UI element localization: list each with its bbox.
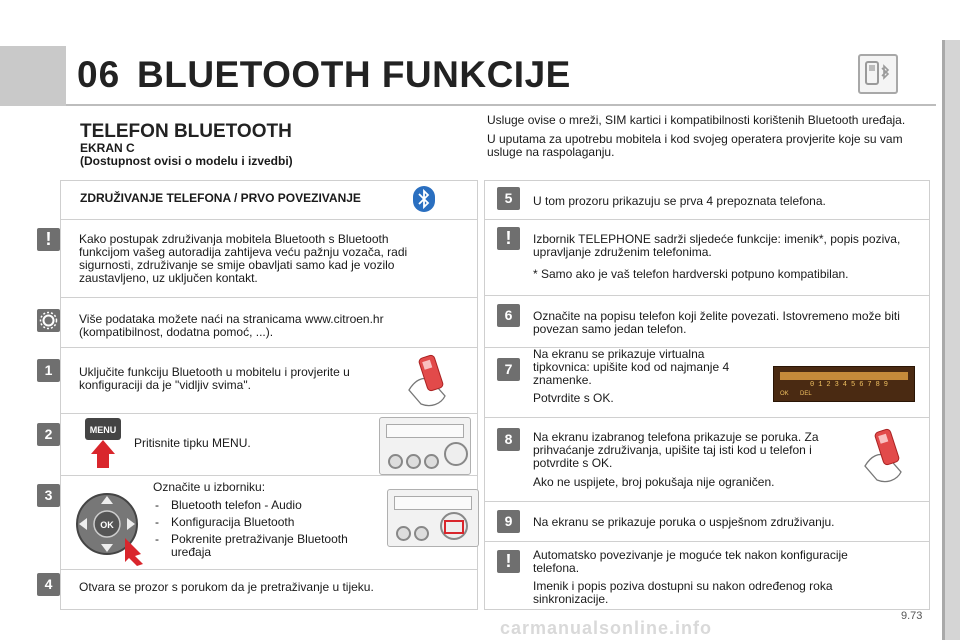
warning-row (45, 220, 477, 298)
step-7-badge: 7 (497, 358, 520, 381)
page-number: 9.73 (901, 610, 923, 622)
intro-notes (487, 114, 927, 165)
step-5-row (485, 180, 929, 220)
step-5-badge: 5 (497, 187, 520, 210)
info-row (61, 298, 477, 348)
telephone-menu-text (533, 233, 903, 286)
warning-icon: ! (497, 227, 520, 250)
hand-phone-icon (401, 350, 461, 415)
step-9-text: Na ekranu se prikazuje poruka o uspješnom združivanju. (533, 515, 835, 529)
step-8-badge: 8 (497, 428, 520, 451)
step-6-text: Označite na popisu telefon koji želite povezati. Istovremeno može biti povezan samo jedan telefon. (533, 309, 900, 336)
keyboard-digits: 0123456789 (810, 381, 893, 389)
telephone-menu-row (485, 220, 929, 296)
step-3-badge: 3 (37, 484, 60, 507)
page-title: BLUETOOTH FUNKCIJE (137, 54, 571, 95)
section-title: TELEFON BLUETOOTH (80, 121, 292, 142)
step-2-text: Pritisnite tipku MENU. (134, 436, 251, 450)
bluetooth-phone-icon (858, 54, 898, 94)
warning-text: Kako postupak združivanja mobitela Bluetooth s Bluetooth funkcijom vašeg autoradija zahtijeva veću pažnju vozača, radi sigurnosti, združivanje se smije obavljati samo kad je vozilo zaustavljeno, uz uključen kontakt. (79, 232, 408, 285)
intro-text-2: U uputama za upotrebu mobitela i kod svojeg operatera provjerite koje su vam usluge na raspolaganju. (487, 132, 903, 159)
step-1-badge: 1 (37, 359, 60, 382)
list-item: - Pokrenite pretraživanje Bluetooth uređaja (153, 533, 383, 559)
menu-button-icon (83, 416, 123, 470)
auto-connect-note: Automatsko povezivanje je moguće tek nakon konfiguracije telefona. (533, 548, 848, 575)
final-notes-text (533, 549, 873, 611)
info-text: Više podataka možete naći na stranicama www.citroen.hr (kompatibilnost, dodatna pomoć, ...). (79, 312, 384, 339)
pairing-heading: ZDRUŽIVANJE TELEFONA / PRVO POVEZIVANJE (80, 191, 361, 205)
step-8-retry: Ako ne uspijete, broj pokušaja nije ograničen. (533, 475, 775, 489)
step-1-text: Uključite funkciju Bluetooth u mobitelu i provjerite u konfiguraciji da je "vidljiv svima". (79, 365, 350, 392)
watermark: carmanualsonline.info (500, 618, 713, 638)
ok-key-label: OK (100, 520, 114, 530)
intro-text-1: Usluge ovise o mreži, SIM kartici i kompatibilnosti korištenih Bluetooth uređaja. (487, 113, 906, 127)
step-5-text: U tom prozoru prikazuju se prva 4 prepoznata telefona. (533, 194, 826, 208)
info-gear-icon (37, 309, 60, 332)
hand-phone-icon (857, 424, 917, 493)
list-item: - Bluetooth telefon - Audio (153, 499, 383, 512)
step-3-list (153, 499, 383, 559)
warning-icon: ! (497, 550, 520, 573)
ok-joystick-icon (67, 480, 147, 566)
keyboard-ok: OK (780, 391, 789, 397)
step-8-instruction: Na ekranu izabranog telefona prikazuje se poruka. Za prihvaćanje združivanja, upišite taj isti kod u telefon i potvrdite s OK. (533, 430, 819, 470)
warning-icon: ! (37, 228, 60, 251)
header-rule (66, 104, 936, 106)
step-3-row (44, 476, 477, 570)
screen-label: EKRAN C (80, 141, 135, 155)
step-2-row (44, 414, 477, 476)
step-4-badge: 4 (37, 573, 60, 596)
step-2-badge: 2 (37, 423, 60, 446)
step-7-row (485, 348, 929, 418)
step-1-row (44, 348, 477, 414)
step-9-row (485, 502, 929, 542)
step-7-text (533, 348, 743, 410)
chapter-number: 06 (77, 54, 121, 95)
compatibility-footnote: * Samo ako je vaš telefon hardverski potpuno kompatibilan. (533, 267, 849, 281)
step-6-row (485, 296, 929, 348)
screen-type (80, 142, 293, 168)
radio-unit-illustration (379, 417, 471, 475)
keyboard-del: DEL (800, 391, 812, 397)
final-notes-row (485, 542, 929, 610)
sync-note: Imenik i popis poziva dostupni su nakon određenog roka sinkronizacije. (533, 579, 833, 606)
page-edge-tab (942, 40, 960, 640)
step-6-badge: 6 (497, 304, 520, 327)
step-8-row (485, 418, 929, 502)
bluetooth-icon (413, 186, 435, 212)
step-8-text (533, 431, 833, 494)
availability-note: (Dostupnost ovisi o modelu i izvedbi) (80, 154, 293, 168)
step-7-instruction: Na ekranu se prikazuje virtualna tipkovnica: upišite kod od najmanje 4 znamenke. (533, 347, 730, 387)
step-3-intro: Označite u izborniku: (153, 480, 266, 494)
step-3-menu (153, 481, 383, 563)
virtual-keyboard-screen (773, 366, 915, 402)
step-7-confirm: Potvrdite s OK. (533, 391, 614, 405)
step-4-row (44, 570, 477, 610)
step-4-text: Otvara se prozor s porukom da je pretraživanje u tijeku. (79, 580, 374, 594)
menu-key-label: MENU (89, 425, 117, 435)
radio-unit-illustration (387, 489, 479, 547)
step-9-badge: 9 (497, 510, 520, 533)
list-item: - Konfiguracija Bluetooth (153, 516, 383, 529)
telephone-menu-functions: Izbornik TELEPHONE sadrži sljedeće funkcije: imenik*, popis poziva, upravljanje združenim telefonima. (533, 232, 901, 259)
header-grey-tab (0, 46, 66, 106)
